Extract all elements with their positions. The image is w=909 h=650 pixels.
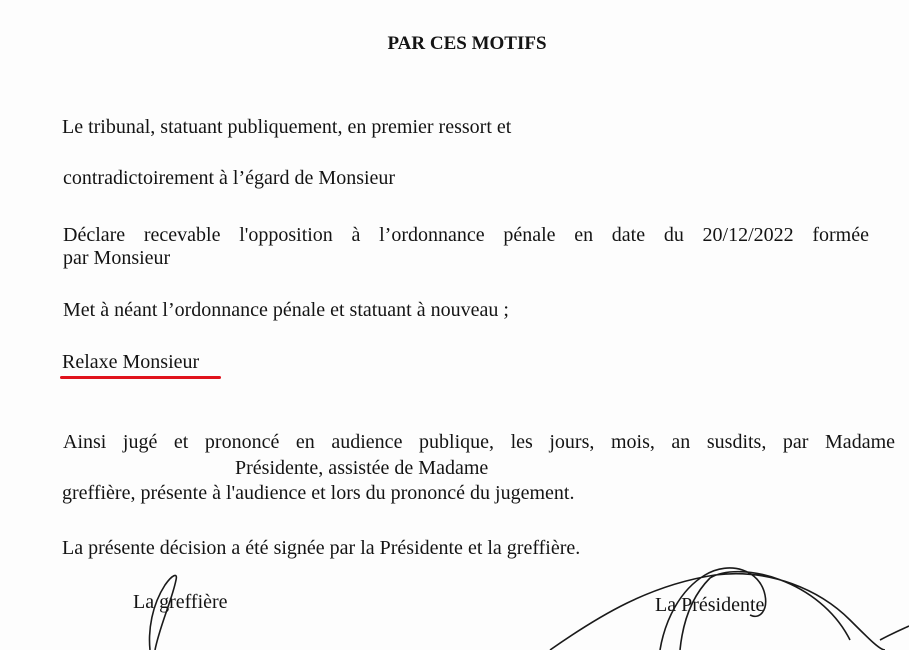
signature-label-greffiere: La greffière — [133, 591, 228, 613]
paragraph-tribunal: Le tribunal, statuant publiquement, en premier ressort et — [62, 116, 512, 138]
greffiere-signature — [150, 575, 177, 650]
paragraph-ainsi-juge-line3: greffière, présente à l'audience et lors du prononcé du jugement. — [62, 482, 575, 504]
paragraph-ainsi-juge-line2: Présidente, assistée de Madame — [235, 457, 489, 479]
section-title: PAR CES MOTIFS — [387, 33, 547, 54]
paragraph-declare-line2: par Monsieur — [63, 247, 171, 269]
paragraph-met-a-neant: Met à néant l’ordonnance pénale et statuant à nouveau ; — [63, 299, 509, 321]
paragraph-relaxe: Relaxe Monsieur — [62, 351, 200, 373]
paragraph-signature-statement: La présente décision a été signée par la Présidente et la greffière. — [62, 537, 581, 559]
paragraph-contradictoirement: contradictoirement à l’égard de Monsieur — [63, 167, 396, 189]
presidente-signature — [550, 568, 909, 650]
paragraph-declare-line1: Déclare recevable l'opposition à l’ordonnance pénale en date du 20/12/2022 formée — [63, 224, 869, 246]
paragraph-ainsi-juge-line1: Ainsi jugé et prononcé en audience publique, les jours, mois, an susdits, par Madame — [63, 431, 895, 453]
signature-label-presidente: La Présidente — [655, 594, 765, 616]
